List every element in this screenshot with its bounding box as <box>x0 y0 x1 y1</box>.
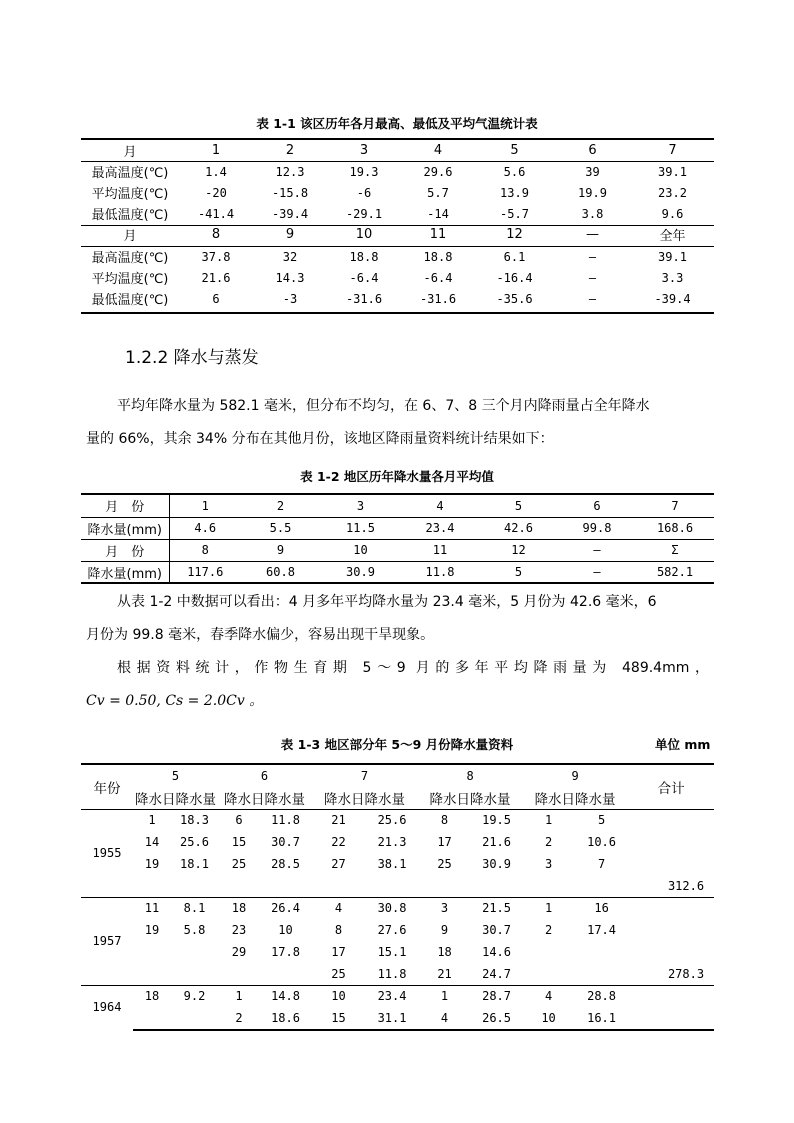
precip-cell: 12 <box>479 539 558 561</box>
temperature-cell: 39.1 <box>658 249 687 264</box>
table-row <box>81 1007 714 1029</box>
precip-cell: 11.8 <box>425 565 455 580</box>
precip-cell: 11.5 <box>320 517 401 539</box>
precip-cell: 60.8 <box>266 565 295 580</box>
precip-cell: — <box>558 539 636 561</box>
rain-amount-cell: 5.8 <box>183 923 206 937</box>
year-header: 年份 <box>93 781 121 797</box>
table-row <box>81 941 714 963</box>
rain-amount-cell: 18.1 <box>180 857 209 871</box>
year-cell: 1957 <box>92 934 122 948</box>
temperature-cell: 19.9 <box>578 185 607 200</box>
rain-day-cell: 18 <box>231 901 247 915</box>
total-cell <box>628 985 714 1007</box>
total-cell <box>628 853 714 875</box>
rain-day-cell: 21 <box>331 813 346 827</box>
precip-cell: 5 <box>479 495 558 517</box>
rain-day-cell: 25 <box>437 857 452 871</box>
rain-amount-cell: 30.7 <box>482 923 511 937</box>
table-row <box>81 809 714 831</box>
rain-day-cell: 18 <box>437 945 452 959</box>
precip-cell: 10 <box>320 539 401 561</box>
subheader-cell: 降水日降水量 <box>135 792 216 808</box>
rain-amount-cell: 11.8 <box>271 813 300 827</box>
temperature-cell: -6.4 <box>423 270 453 285</box>
temperature-cell: 18.8 <box>349 249 379 264</box>
subheader-cell: 降水日降水量 <box>429 792 511 808</box>
precip-cell: 7 <box>636 495 714 517</box>
table-row <box>81 495 714 517</box>
total-cell <box>628 1007 714 1029</box>
month-header-cell: 7 <box>360 769 369 783</box>
precip-cell: 6 <box>558 495 636 517</box>
para3-formula: Cv = 0.50, Cs = 2.0Cv 。 <box>86 693 264 709</box>
table-row <box>81 853 714 875</box>
temperature-cell: 39 <box>585 164 600 179</box>
para3-line1: 根据资料统计，作物生育期 5～9 月的多年平均降雨量为 489.4mm， <box>117 660 709 676</box>
precip-cell: 42.6 <box>479 517 558 539</box>
temperature-cell: 3.8 <box>581 206 604 221</box>
total-cell <box>628 809 714 831</box>
temperature-cell: 1.4 <box>205 164 227 179</box>
rain-amount-cell: 15.1 <box>377 945 407 959</box>
total-header: 合计 <box>657 781 685 797</box>
temperature-cell: -35.6 <box>496 291 533 306</box>
precip-cell: 30.9 <box>346 565 375 580</box>
rain-amount-cell: 17.4 <box>587 923 617 937</box>
table-row <box>81 246 714 267</box>
table1-caption: 表 1-1 该区历年各月最高、最低及平均气温统计表 <box>256 116 538 131</box>
rain-amount-cell: 10 <box>278 923 293 937</box>
month-header-cell: 4 <box>401 140 475 161</box>
temperature-cell: 18.8 <box>423 249 453 264</box>
temperature-cell: 23.2 <box>658 185 687 200</box>
rain-amount-cell: 26.5 <box>482 1011 511 1025</box>
rain-amount-cell: 14.8 <box>271 989 300 1003</box>
rain-day-cell: 19 <box>144 923 160 937</box>
table-row <box>81 161 714 182</box>
table3-precip-records <box>81 765 714 1029</box>
temperature-cell: — <box>588 249 597 264</box>
rain-day-cell: 17 <box>331 945 346 959</box>
rain-amount-cell: 28.8 <box>587 989 617 1003</box>
rain-amount-cell: 26.4 <box>271 901 300 915</box>
rain-amount-cell: 30.9 <box>482 857 511 871</box>
precip-cell: 2 <box>241 495 320 517</box>
rain-day-cell: 8 <box>440 813 449 827</box>
temperature-cell: -15.8 <box>271 185 309 200</box>
rain-day-cell <box>133 963 171 985</box>
year-cell: 1955 <box>92 846 122 860</box>
para1-line2: 量的 66%，其余 34% 分布在其他月份，该地区降雨量资料统计结果如下： <box>86 431 554 447</box>
table-row <box>81 875 714 897</box>
rain-amount-cell: 30.7 <box>271 835 300 849</box>
rain-day-cell: 9 <box>440 923 449 937</box>
rain-day-cell: 10 <box>331 989 346 1003</box>
rain-amount-cell: 27.6 <box>377 923 407 937</box>
rain-day-cell: 29 <box>231 945 247 959</box>
month-header-cell: 8 <box>179 224 253 246</box>
rain-day-cell: 23 <box>231 923 247 937</box>
rain-day-cell: 18 <box>144 989 160 1003</box>
rain-amount-cell: 7 <box>597 857 606 871</box>
para2-line1: 从表 1-2 中数据可以看出：4 月多年平均降水量为 23.4 毫米，5 月份为 42.6 毫米，6 <box>117 594 657 610</box>
month-header-cell: 6 <box>554 140 631 161</box>
precip-cell: 5.5 <box>241 517 320 539</box>
table-row <box>81 203 714 224</box>
month-header-cell: 全年 <box>631 224 714 246</box>
rain-amount-cell <box>471 875 522 897</box>
rain-amount-cell: 18.3 <box>180 813 209 827</box>
rain-day-cell: 1 <box>148 813 156 827</box>
temperature-cell: -39.4 <box>271 206 309 221</box>
rain-day-cell: 6 <box>235 813 243 827</box>
rain-day-cell: 2 <box>544 923 553 937</box>
rain-day-cell <box>522 941 575 963</box>
temperature-cell: 37.8 <box>201 249 231 264</box>
row-label: 最低温度(℃) <box>91 293 169 308</box>
rain-day-cell: 2 <box>544 835 553 849</box>
rain-amount-cell: 25.6 <box>180 835 209 849</box>
rain-day-cell: 15 <box>331 1011 346 1025</box>
rain-day-cell <box>133 875 171 897</box>
row-label: 最低温度(℃) <box>91 208 169 223</box>
rain-amount-cell <box>260 963 311 985</box>
rain-day-cell: 15 <box>231 835 247 849</box>
precip-cell: 4.6 <box>169 517 241 539</box>
rain-day-cell: 27 <box>331 857 346 871</box>
table3-bottom-rule <box>133 1029 714 1031</box>
table1-temperature <box>81 140 714 309</box>
rain-amount-cell: 24.7 <box>482 967 511 981</box>
temperature-cell: -14 <box>427 206 449 221</box>
rain-amount-cell <box>575 875 628 897</box>
rain-amount-cell: 8.1 <box>183 901 206 915</box>
precip-cell: 5 <box>514 565 523 580</box>
precip-cell: Σ <box>636 539 714 561</box>
total-cell <box>628 941 714 963</box>
rain-amount-cell <box>575 963 628 985</box>
rain-day-cell: 4 <box>440 1011 449 1025</box>
rain-amount-cell: 16.1 <box>587 1011 617 1025</box>
rain-day-cell: 4 <box>544 989 553 1003</box>
rain-day-cell <box>522 963 575 985</box>
temperature-cell: -20 <box>205 185 227 200</box>
month-header-cell: 2 <box>253 140 327 161</box>
month-header-cell: 1 <box>179 140 253 161</box>
month-header-cell: 9 <box>253 224 327 246</box>
rain-day-cell: 1 <box>544 901 553 915</box>
table-row <box>81 897 714 919</box>
rain-amount-cell: 31.1 <box>377 1011 407 1025</box>
row-label: 平均温度(℃) <box>91 272 169 287</box>
table-row <box>81 561 714 583</box>
total-cell <box>628 919 714 941</box>
temperature-cell: 6.1 <box>503 249 526 264</box>
temperature-cell: — <box>588 291 597 306</box>
table-row <box>81 288 714 309</box>
rain-amount-cell: 9.2 <box>183 989 206 1003</box>
rain-day-cell: 14 <box>144 835 160 849</box>
rain-amount-cell: 10.6 <box>587 835 617 849</box>
table-row <box>81 182 714 203</box>
table2-precipitation <box>81 495 714 583</box>
precip-cell: 11 <box>401 539 479 561</box>
precip-cell: — <box>593 565 601 580</box>
rain-amount-cell: 23.4 <box>377 989 407 1003</box>
temperature-cell: 32 <box>282 249 298 264</box>
table-row <box>81 267 714 288</box>
rain-day-cell: 4 <box>334 901 343 915</box>
para1-line1: 平均年降水量为 582.1 毫米，但分布不均匀，在 6、7、8 三个月内降雨量占全年降水 <box>117 398 650 414</box>
rain-amount-cell: 11.8 <box>377 967 407 981</box>
rain-day-cell: 3 <box>544 857 553 871</box>
rain-amount-cell: 28.5 <box>271 857 300 871</box>
rain-day-cell: 2 <box>235 1011 243 1025</box>
rain-day-cell <box>218 963 260 985</box>
total-cell: 312.6 <box>667 879 705 893</box>
total-cell <box>628 831 714 853</box>
temperature-cell: -6.4 <box>349 270 379 285</box>
rain-day-cell: 25 <box>231 857 247 871</box>
temperature-cell: 5.6 <box>503 164 526 179</box>
temperature-cell: 12.3 <box>275 164 305 179</box>
total-cell: 278.3 <box>667 967 705 981</box>
temperature-cell: -41.4 <box>197 206 235 221</box>
rain-amount-cell: 17.8 <box>271 945 300 959</box>
rain-amount-cell: 14.6 <box>482 945 511 959</box>
month-label: 月 <box>81 224 179 246</box>
temperature-cell: -5.7 <box>500 206 529 221</box>
rain-amount-cell: 25.6 <box>377 813 407 827</box>
subheader-cell: 降水日降水量 <box>224 792 306 808</box>
precip-cell: 117.6 <box>187 565 224 580</box>
rain-day-cell: 21 <box>437 967 452 981</box>
temperature-cell: 19.3 <box>349 164 379 179</box>
temperature-cell: 14.3 <box>275 270 305 285</box>
row-label: 平均温度(℃) <box>91 187 169 202</box>
rain-amount-cell: 5 <box>597 813 606 827</box>
rain-amount-cell: 16 <box>594 901 609 915</box>
precip-cell: 168.6 <box>636 517 714 539</box>
month-header-cell: 7 <box>631 140 714 161</box>
temperature-cell: -31.6 <box>419 291 457 306</box>
rain-day-cell: 8 <box>334 923 343 937</box>
temperature-cell: 6 <box>212 291 220 306</box>
month-header-cell: 5 <box>475 140 554 161</box>
rain-day-cell: 22 <box>331 835 346 849</box>
month-header-cell: 6 <box>260 769 269 783</box>
rain-amount-cell <box>171 963 218 985</box>
month-label: 月 <box>81 140 179 161</box>
rain-day-cell: 1 <box>544 813 553 827</box>
total-cell <box>628 897 714 919</box>
month-header-cell: 8 <box>466 769 474 783</box>
temperature-cell: 13.9 <box>500 185 529 200</box>
rain-amount-cell: 30.8 <box>377 901 407 915</box>
month-header-cell: 12 <box>475 224 554 246</box>
temperature-cell: -29.1 <box>345 206 383 221</box>
rain-day-cell <box>218 875 260 897</box>
temperature-cell: -31.6 <box>345 291 383 306</box>
rain-day-cell: 25 <box>331 967 346 981</box>
precip-cell: 3 <box>320 495 401 517</box>
temperature-cell: 21.6 <box>201 270 231 285</box>
rain-day-cell <box>418 875 471 897</box>
table3-caption: 表 1-3 地区部分年 5～9 月份降水量资料 <box>280 737 514 752</box>
rain-day-cell <box>522 875 575 897</box>
temperature-cell: -3 <box>282 291 298 306</box>
rain-day-cell <box>133 941 171 963</box>
rain-day-cell: 1 <box>440 989 449 1003</box>
rain-day-cell: 1 <box>235 989 243 1003</box>
month-header-cell: 9 <box>571 769 579 783</box>
subheader-cell: 降水日降水量 <box>534 792 616 808</box>
table-row <box>81 963 714 985</box>
row-label: 月 份 <box>81 539 169 561</box>
temperature-cell: -39.4 <box>654 291 691 306</box>
precip-cell: 582.1 <box>656 565 694 580</box>
year-cell: 1964 <box>92 1000 122 1014</box>
rain-amount-cell: 21.5 <box>482 901 511 915</box>
temperature-cell: 9.6 <box>661 206 684 221</box>
row-label: 月 份 <box>81 495 169 517</box>
rain-amount-cell: 18.6 <box>271 1011 300 1025</box>
rain-amount-cell: 38.1 <box>377 857 407 871</box>
precip-cell: 4 <box>401 495 479 517</box>
precip-cell: 1 <box>169 495 241 517</box>
precip-cell: 23.4 <box>401 517 479 539</box>
temperature-cell: 29.6 <box>423 164 453 179</box>
row-label: 最高温度(℃) <box>91 166 169 182</box>
temperature-cell: -6 <box>356 185 372 200</box>
rain-amount-cell <box>575 941 628 963</box>
precip-cell: 8 <box>169 539 241 561</box>
rain-amount-cell: 19.5 <box>482 813 511 827</box>
temperature-cell: 5.7 <box>427 185 449 200</box>
rain-day-cell <box>133 1007 171 1029</box>
precip-cell: 9 <box>241 539 320 561</box>
table-row <box>81 919 714 941</box>
rain-amount-cell <box>171 1007 218 1029</box>
row-label: 最高温度(℃) <box>91 251 169 267</box>
rain-day-cell: 10 <box>541 1011 556 1025</box>
month-header-cell: 10 <box>327 224 401 246</box>
section-heading: 1.2.2 降水与蒸发 <box>125 348 259 368</box>
table1-bottom-rule <box>81 312 714 314</box>
para2-line2: 月份为 99.8 毫米，春季降水偏少，容易出现干旱现象。 <box>86 627 435 643</box>
rain-amount-cell: 21.6 <box>482 835 511 849</box>
table2-caption: 表 1-2 地区历年降水量各月平均值 <box>300 469 494 484</box>
rain-day-cell: 17 <box>437 835 452 849</box>
table-row <box>81 985 714 1007</box>
temperature-cell: 39.1 <box>658 164 687 179</box>
temperature-cell: 3.3 <box>661 270 684 285</box>
table-row <box>81 517 714 539</box>
row-label: 降水量(mm) <box>81 517 169 539</box>
row-label: 降水量(mm) <box>81 561 169 583</box>
subheader-cell: 降水日降水量 <box>324 792 406 808</box>
rain-amount-cell: 21.3 <box>377 835 407 849</box>
rain-amount-cell <box>366 875 418 897</box>
precip-cell: 99.8 <box>558 517 636 539</box>
table-row <box>81 539 714 561</box>
table3-unit: 单位 mm <box>655 737 711 752</box>
table-row <box>81 831 714 853</box>
rain-day-cell <box>311 875 366 897</box>
rain-amount-cell <box>260 875 311 897</box>
temperature-cell: — <box>588 270 597 285</box>
rain-day-cell: 19 <box>144 857 160 871</box>
month-header-cell: 3 <box>327 140 401 161</box>
rain-day-cell: 3 <box>440 901 449 915</box>
rain-day-cell: 11 <box>144 901 160 915</box>
temperature-cell: -16.4 <box>496 270 533 285</box>
rain-amount-cell <box>171 875 218 897</box>
rain-amount-cell <box>171 941 218 963</box>
month-header-cell: 5 <box>171 769 180 783</box>
month-header-cell: — <box>554 224 631 246</box>
rain-amount-cell: 28.7 <box>482 989 511 1003</box>
month-header-cell: 11 <box>401 224 475 246</box>
